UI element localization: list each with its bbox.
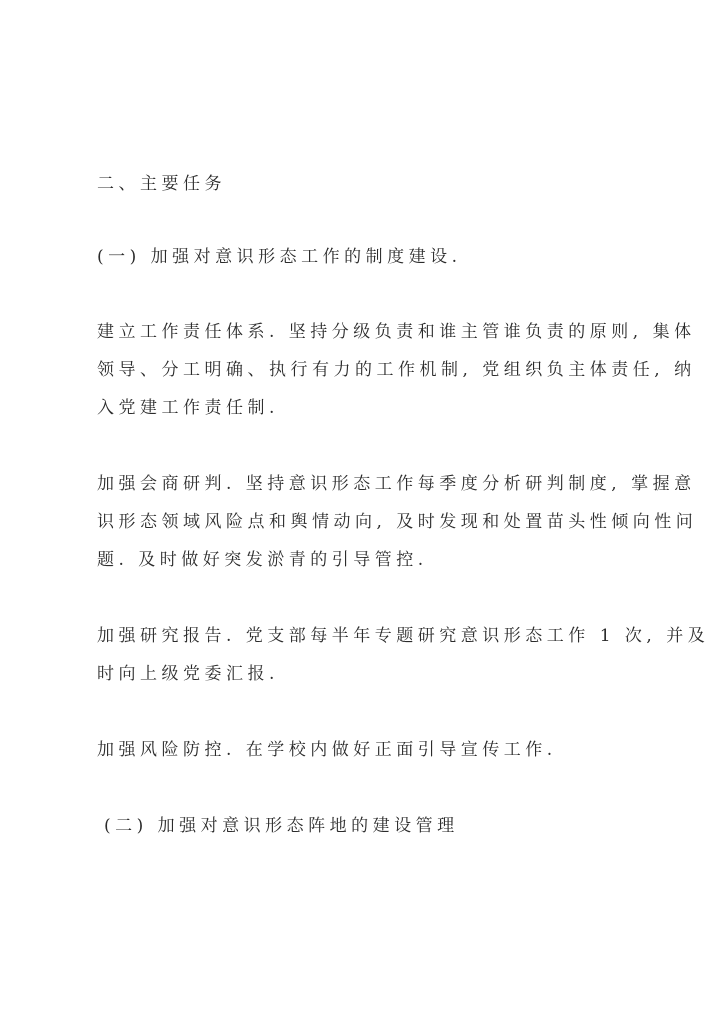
paragraph-2-line-2: 识形态领域风险点和舆情动向, 及时发现和处置苗头性倾向性问: [97, 512, 698, 532]
subsection-heading-1: (一) 加强对意识形态工作的制度建设.: [97, 247, 462, 267]
paragraph-1-line-1: 建立工作责任体系. 坚持分级负责和谁主管谁负责的原则, 集体: [97, 322, 696, 342]
paragraph-2-line-3: 题. 及时做好突发淤青的引导管控.: [97, 550, 428, 570]
paragraph-2-line-1: 加强会商研判. 坚持意识形态工作每季度分析研判制度, 掌握意: [97, 474, 696, 494]
paragraph-3-line-2: 时向上级党委汇报.: [97, 664, 279, 684]
paragraph-4-line-1: 加强风险防控. 在学校内做好正面引导宣传工作.: [97, 740, 557, 760]
paragraph-3-line-1: 加强研究报告. 党支部每半年专题研究意识形态工作 1 次, 并及: [97, 626, 710, 646]
paragraph-1-line-2: 领导、分工明确、执行有力的工作机制, 党组织负主体责任, 纳: [97, 360, 696, 380]
subsection-heading-2: (二) 加强对意识形态阵地的建设管理: [104, 816, 459, 836]
section-heading: 二、主要任务: [97, 174, 226, 194]
paragraph-1-line-3: 入党建工作责任制.: [97, 398, 279, 418]
